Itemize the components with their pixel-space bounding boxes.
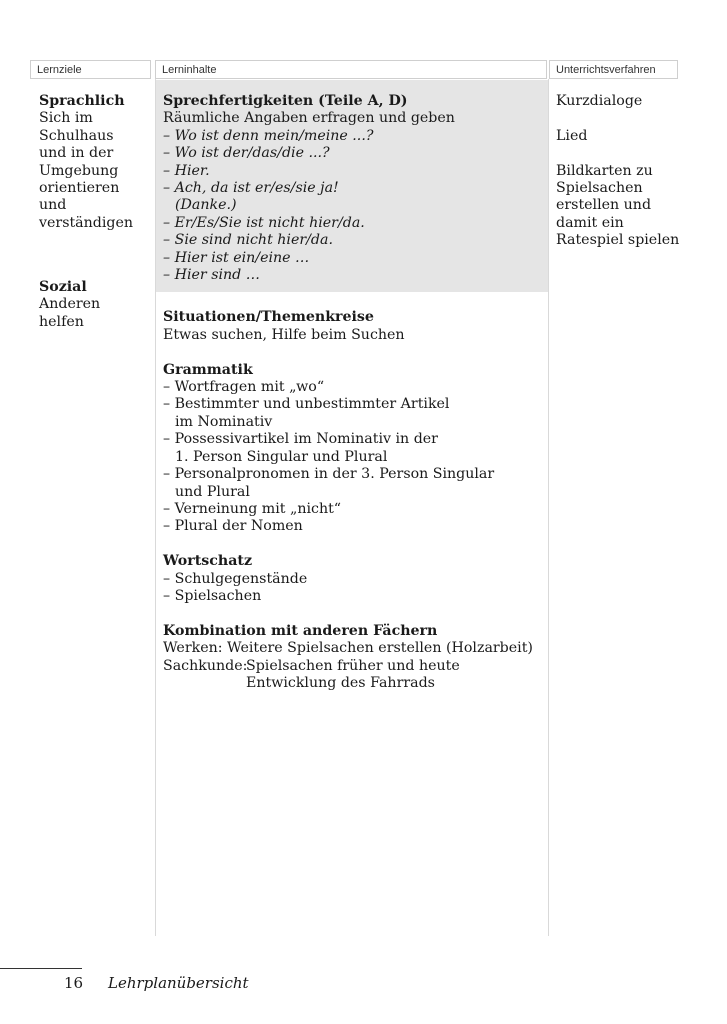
situationen-heading: Situationen/Themenkreise	[163, 309, 374, 326]
phrase-line: – Wo ist der/das/die ...?	[163, 145, 330, 162]
sprech-heading: Sprechfertigkeiten (Teile A, D)	[163, 93, 408, 109]
phrase-line: – Sie sind nicht hier/da.	[163, 232, 333, 249]
phrase-line: – Hier sind …	[163, 267, 260, 284]
phrase-line: – Hier ist ein/eine …	[163, 249, 310, 266]
page-number: 16	[64, 974, 84, 992]
lernziel-line: Anderen	[39, 296, 101, 313]
kombination-sachkunde-cont	[163, 675, 543, 692]
lernziel-line: Schulhaus	[39, 127, 114, 144]
situationen-text: Etwas suchen, Hilfe beim Suchen	[163, 326, 405, 343]
footer-rule	[0, 968, 82, 969]
grammatik-item: – Bestimmter und unbestimmter Artikel	[163, 396, 450, 413]
header-lernziele: Lernziele	[30, 60, 151, 79]
sozial-heading: Sozial	[39, 279, 87, 296]
grammatik-item: – Possessivartikel im Nominativ in der	[163, 431, 438, 448]
kombination-heading: Kombination mit anderen Fächern	[163, 622, 438, 639]
lernziel-line: und in der	[39, 145, 114, 162]
kombination-werken: Werken: Weitere Spielsachen erstellen (Holzarbeit)	[163, 640, 533, 657]
grammatik-item: – Personalpronomen in der 3. Person Singular	[163, 466, 495, 483]
verfahren-item: Ratespiel spielen	[556, 232, 680, 249]
grammatik-heading: Grammatik	[163, 361, 253, 378]
header-unterrichtsverfahren: Unterrichtsverfahren	[549, 60, 678, 79]
kombination-sachkunde	[163, 658, 543, 675]
page-title: Lehrplanübersicht	[108, 974, 249, 992]
grammatik-item: und Plural	[175, 483, 250, 500]
verfahren-item: Kurzdialoge	[556, 93, 643, 109]
header-lerninhalte: Lerninhalte	[155, 60, 547, 79]
phrase-line: – Ach, da ist er/es/sie ja!	[163, 180, 339, 197]
phrase-line: – Wo ist denn mein/meine ...?	[163, 127, 374, 144]
sachkunde-text: Spielsachen früher und heute	[246, 657, 460, 674]
grammatik-item: im Nominativ	[175, 413, 273, 430]
verfahren-item: Bildkarten zu	[556, 162, 653, 179]
sprech-subtitle: Räumliche Angaben erfragen und geben	[163, 110, 455, 127]
column-divider	[548, 79, 549, 936]
lernziel-line: Umgebung	[39, 162, 119, 179]
grammatik-item: – Plural der Nomen	[163, 518, 303, 535]
verfahren-item: Spielsachen	[556, 180, 643, 196]
lernziel-line: verständigen	[39, 214, 134, 231]
sachkunde-text: Entwicklung des Fahrrads	[246, 674, 435, 691]
lernziel-line: helfen	[39, 313, 84, 330]
column-divider	[155, 79, 156, 936]
grammatik-item: – Verneinung mit „nicht“	[163, 500, 342, 517]
wortschatz-item: – Spielsachen	[163, 587, 262, 604]
verfahren-item: erstellen und	[556, 197, 652, 214]
grammatik-item: – Wortfragen mit „wo“	[163, 379, 325, 396]
lernziel-line: Sich im	[39, 110, 93, 127]
lernziel-line: und	[39, 197, 67, 214]
verfahren-item: damit ein	[556, 214, 624, 231]
phrase-line: (Danke.)	[175, 197, 237, 214]
wortschatz-item: – Schulgegenstände	[163, 570, 308, 587]
lernziel-line: orientieren	[39, 180, 120, 197]
lernziele-column	[39, 93, 154, 331]
sachkunde-label: Sachkunde:	[163, 657, 248, 674]
verfahren-item: Lied	[556, 127, 588, 144]
phrase-line: – Hier.	[163, 162, 210, 179]
wortschatz-heading: Wortschatz	[163, 553, 253, 570]
sprachlich-heading: Sprachlich	[39, 93, 125, 109]
lerninhalte-column	[163, 93, 543, 692]
phrase-line: – Er/Es/Sie ist nicht hier/da.	[163, 214, 365, 231]
verfahren-column	[556, 93, 696, 250]
grammatik-item: 1. Person Singular und Plural	[175, 448, 388, 465]
